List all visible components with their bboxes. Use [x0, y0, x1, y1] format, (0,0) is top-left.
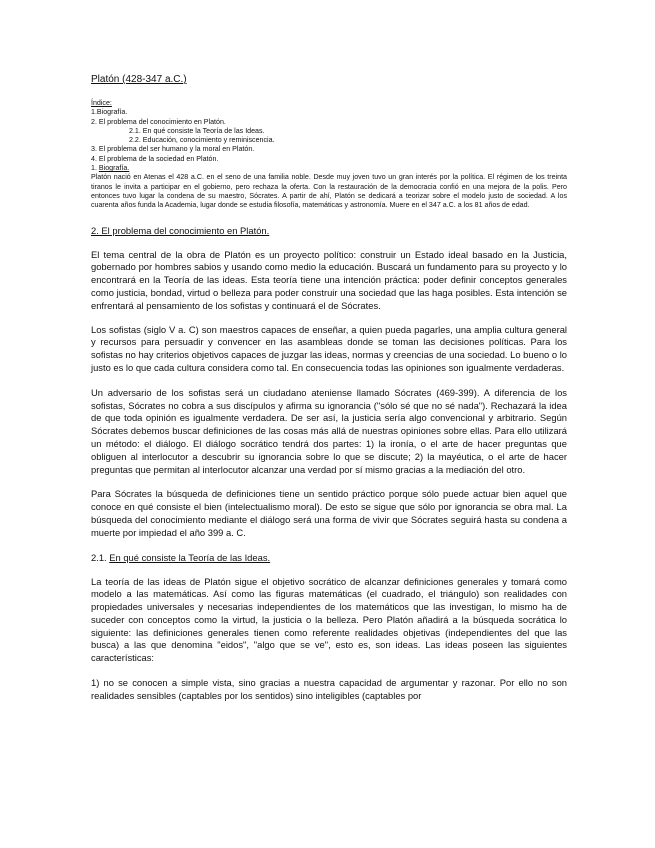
index-item: 1.Biografía. [91, 108, 128, 117]
paragraph: 1) no se conocen a simple vista, sino gracias a nuestra capacidad de argumentar y razonar. Por ello no son realidades sensibles (captables por los sentidos) sino inteligibles (captables por [91, 677, 567, 701]
index-item: 2.1. En qué consiste la Teoría de las Ideas. [129, 126, 265, 135]
index-label: Índice: [91, 99, 112, 107]
paragraph: El tema central de la obra de Platón es un proyecto político: construir un Estado ideal basado en la Justicia, gobernado por hombres sabios y usando como medio la educación. Buscará un fundamento para su proyecto y lo encontrará en la Teoría de las ideas. Esta teoría tiene una intención práctica: poder definir conceptos generales como justicia, bondad, virtud o belleza para poder construir una sociedad que las haga posibles. Esta intención se enfrentará al pensamiento de los sofistas y continuará el de Sócrates. [91, 248, 567, 311]
document-page [91, 74, 567, 715]
section-heading: 2. El problema del conocimiento en Platón. [91, 224, 270, 236]
bio-text: Platón nació en Atenas el 428 a.C. en el seno de una familia noble. Desde muy joven tuvo un gran interés por la política. El régimen de los treinta tiranos le invita a participar en el gobierno, pero rechaza la oferta. Con la restauración de la democracia confió en una mejora de la polis. Pero entonces tuvo lugar la condena de su maestro, Sócrates. A partir de ahí, Platón se dedicará a teorizar sobre el modelo justo de sociedad. A los cuarenta años funda la Academia, lugar donde se estudia filosofía, matemáticas y astronomía. Muere en el 347 a.C. a los 81 años de edad. [91, 173, 567, 210]
subsection-heading: 2.1. En qué consiste la Teoría de las Ideas. [91, 551, 271, 563]
index-item: 3. El problema del ser humano y la moral en Platón. [91, 145, 255, 154]
document-title: Platón (428-347 a.C.) [91, 74, 187, 85]
paragraph: Un adversario de los sofistas será un ciudadano ateniense llamado Sócrates (469-399). A diferencia de los sofistas, Sócrates no cobra a sus discípulos y afirma su ignorancia ("sólo sé que no sé nada"). Rechazará la idea de que toda opinión es igualmente verdadera. De ser así, la justicia sería algo convencional y arbitrario. Según Sócrates debemos buscar definiciones de las cosas más allá de nuestras opiniones sobre ellas. Para ello utilizará un método: el diálogo. El diálogo socrático tendrá dos partes: 1) la ironía, o el arte de hacer preguntas que obliguen al interlocutor a descubrir su ignorancia sobre lo que se discute; 2) la mayéutica, o el arte de hacer preguntas que permitan al interlocutor alcanzar una verdad por sí mismo gracias a la mediación del otro. [91, 386, 567, 475]
paragraph: Para Sócrates la búsqueda de definiciones tiene un sentido práctico porque sólo puede actuar bien aquel que conoce en qué consiste el bien (intelectualismo moral). De esto se sigue que sólo por ignorancia se obra mal. La búsqueda del conocimiento mediante el diálogo será una forma de vivir que Sócrates seguirá hasta su condena a muerte por impiedad el año 399 a. C. [91, 488, 567, 538]
index-item: 4. El problema de la sociedad en Platón. [91, 154, 219, 163]
table-of-contents [91, 99, 567, 211]
index-item: 2.2. Educación, conocimiento y reminiscencia. [129, 136, 275, 145]
paragraph: La teoría de las ideas de Platón sigue el objetivo socrático de alcanzar definiciones generales y tomará como modelo a las matemáticas. Así como las figuras matemáticas (el cuadrado, el triángulo) son realidades con propiedades universales y necesarias independientes de los matemáticos que las investigan, lo mismo ha de suceder con conceptos como la virtud, la justicia o la belleza. Pero Platón añadirá a la búsqueda socrática lo siguiente: las definiciones generales tienen como referente realidades objetivas (independientes del que las busca) a las que denomina "eidos", "algo que se ve", esto es, son ideas. Las ideas poseen las siguientes características: [91, 575, 567, 664]
index-item: 2. El problema del conocimiento en Platón. [91, 117, 226, 126]
paragraph: Los sofistas (siglo V a. C) son maestros capaces de enseñar, a quien pueda pagarles, una amplia cultura general y recursos para persuadir y convencer en las asambleas donde se toman las decisiones políticas. Para los sofistas no hay criterios objetivos capaces de juzgar las ideas, normas y creencias de una sociedad. Lo bueno o lo justo es lo que cada cultura considera como tal. En consecuencia todas las opiniones son igualmente verdaderas. [91, 323, 567, 373]
bio-heading: 1. Biografía. [91, 164, 130, 173]
